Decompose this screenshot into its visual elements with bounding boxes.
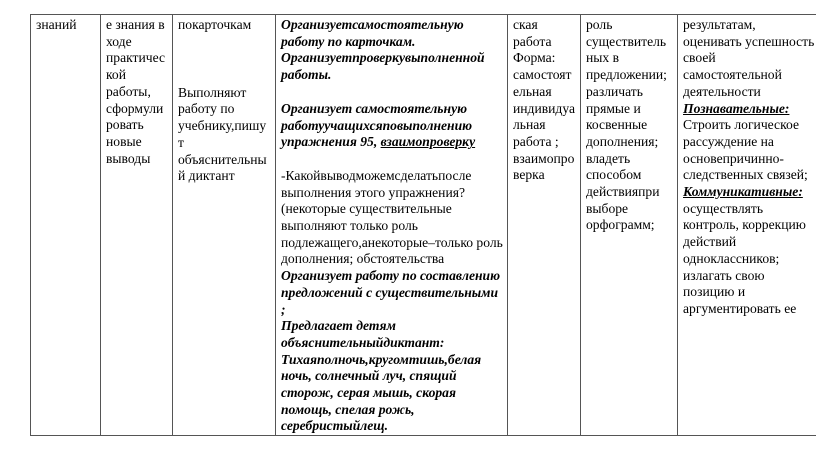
student-activity-top: покарточкам	[178, 17, 252, 32]
communicative-heading: Коммуникативные:	[683, 184, 803, 200]
cognitive-text: Строить логическое рассуждение на основепричинно-следственных связей;	[683, 117, 808, 183]
goals-text: е знания в ходе практической работы, сформулировать новые выводы	[106, 17, 165, 166]
table-row	[31, 15, 816, 436]
dictation-text: Тихаяполночь,кругомтишь,белая ночь, солнечный луч, спящий сторож, серая мышь, скорая помощь, спелая рожь, серебристыйлещ.	[281, 351, 482, 434]
teacher-task-2	[281, 101, 503, 151]
cell-subject-results	[581, 15, 678, 436]
cell-stage	[31, 15, 101, 436]
student-activity-text: Выполняют работу по учебнику,пишут объяснительный диктант	[178, 84, 267, 184]
cell-student-activity	[173, 15, 276, 436]
subject-results-text: роль существительных в предложении; различать прямые и косвенные дополнения; владеть способом действияпри выборе орфограмм;	[586, 17, 667, 233]
cell-teacher-activity	[276, 15, 508, 436]
cell-goals	[101, 15, 173, 436]
lesson-plan-table	[30, 14, 816, 436]
teacher-task-3: Организует работу по составлению предложений с существительными ;	[281, 268, 501, 317]
stage-text: знаний	[36, 17, 77, 32]
mutual-check-label: взаимопроверку	[380, 134, 476, 150]
cognitive-heading: Познавательные:	[683, 100, 790, 116]
teacher-task-2-text: Организует самостоятельную работуучащихсяповыполнению упражнения 95,	[281, 100, 473, 150]
work-form-text: ская работа Форма: самостоятельная индивидуальная работа ; взаимопроверка	[513, 17, 576, 183]
communicative-text: осуществлять контроль, коррекцию действий одноклассников; излагать свою позицию и аргументировать ее	[683, 200, 806, 316]
teacher-task-4: Предлагает детям объяснительныйдиктант:	[281, 318, 445, 350]
teacher-question: -Какойвыводможемсделатьпосле выполнения этого упражнения? (некоторые существительные выполняют только роль подлежащего,анекоторые–только роль дополнения; обстоятельства	[281, 167, 503, 267]
cell-uud	[678, 15, 816, 436]
teacher-task-1: Организуетсамостоятельную работу по карточкам. Организуетпроверкувыполненной работы.	[281, 17, 485, 83]
cell-work-form	[508, 15, 581, 436]
uud-regulative-text: результатам, оценивать успешность своей самостоятельной деятельности	[683, 17, 815, 99]
